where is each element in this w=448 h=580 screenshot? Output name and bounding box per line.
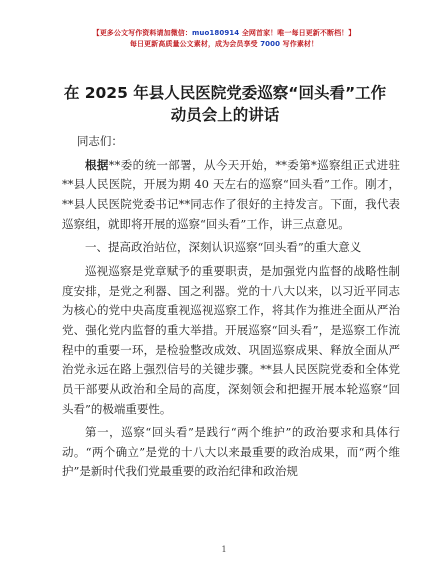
promo-text: 每日更新高质量公文素材，成为会员享受 bbox=[129, 40, 261, 48]
page-number: 1 bbox=[221, 545, 227, 554]
promo-banner-line-1 bbox=[0, 28, 448, 39]
paragraph-intro bbox=[62, 156, 400, 235]
document-title-line-2: 动员会上的讲话 bbox=[170, 106, 280, 124]
promo-banner-line-2 bbox=[0, 39, 448, 50]
promo-text: 写作素材！ bbox=[280, 40, 319, 48]
paragraph-text: **委的统一部署，从今天开始，**委第*巡察组正式进驻**县人民医院，开展为期 40 天左右的巡察“回头看”工作。刚才，**县人民医院党委书记**同志作了很好的主持发言。下面，我代表巡察组，就即将开展的巡察“回头看”工作，讲三点意见。 bbox=[62, 157, 401, 231]
document-body bbox=[62, 132, 400, 486]
promo-text: 【更多公文写作资料请加微信： bbox=[92, 29, 193, 37]
paragraph-lead: 根据 bbox=[85, 157, 109, 172]
promo-count: 7000 bbox=[260, 40, 281, 48]
paragraph-significance: 巡视巡察是党章赋予的重要职责，是加强党内监督的战略性制度安排，是党之利器、国之利器。党的十八大以来，以习近平同志为核心的党中央高度重视巡视巡察工作，将其作为推进全面从严治党、强化党内监督的重大举措。开展巡察“回头看”，是巡察工作流程中的重要一环，是检验整改成效、巩固巡察成果、释放全面从严治党永远在路上强烈信号的关键步骤。**县人民医院党委和全体党员干部要从政治和全局的高度，深刻领会和把握开展本轮巡察“回头看”的极端重要性。 bbox=[62, 263, 400, 416]
promo-text: 全网首家！唯一每日更新不断档！】 bbox=[239, 29, 356, 37]
salutation: 同志们： bbox=[76, 134, 123, 148]
document-title-line-1: 在 2025 年县人民医院党委巡察“回头看”工作 bbox=[63, 84, 387, 102]
promo-banner bbox=[0, 28, 448, 50]
section-heading-1: 一、提高政治站位，深刻认识巡察“回头看”的重大意义 bbox=[85, 240, 362, 255]
document-title bbox=[40, 82, 410, 126]
paragraph-first-point: 第一，巡察“回头看”是践行“两个维护”的政治要求和具体行动。“两个确立”是党的十八大以来最重要的政治成果，而“两个维护”是新时代我们党最重要的政治纪律和政治规 bbox=[62, 425, 400, 479]
promo-wechat-id: muo180914 bbox=[192, 29, 240, 37]
